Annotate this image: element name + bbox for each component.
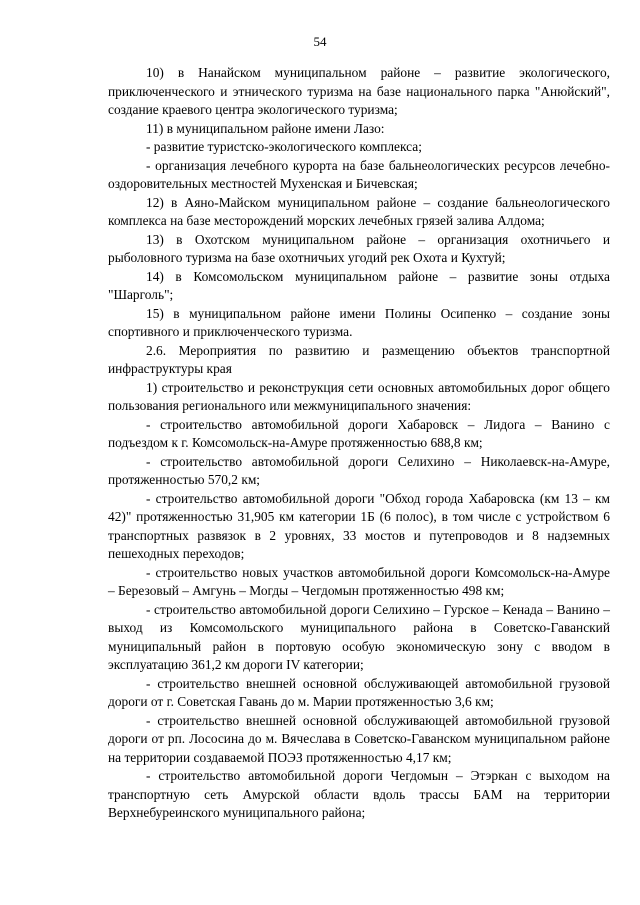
paragraph: - строительство внешней основной обслуживающей автомобильной грузовой дороги от рп. Лососина до м. Вячеслава в Советско-Гаванском муниципальном районе на территории создаваемой ПОЭЗ протяженностью 4,17 км; (108, 712, 610, 765)
paragraph: 10) в Нанайском муниципальном районе – развитие экологического, приключенческого и этнического туризма на базе национального парка "Анюйский", создание краевого центра экологического туризма; (108, 65, 610, 117)
page-number: 54 (313, 34, 327, 49)
paragraph: 1) строительство и реконструкция сети основных автомобильных дорог общего пользования регионального или межмуниципального значения: (108, 379, 610, 413)
paragraph: 13) в Охотском муниципальном районе – организация охотничьего и рыболовного туризма на базе охотничьих угодий рек Охота и Кухтуй; (108, 231, 610, 265)
paragraph: 12) в Аяно-Майском муниципальном районе – создание бальнеологического комплекса на базе месторождений морских лечебных грязей залива Алдома; (108, 194, 610, 228)
section-heading: 2.6. Мероприятия по развитию и размещению объектов транспортной инфраструктуры края (108, 342, 610, 376)
paragraph: - строительство автомобильной дороги Селихино – Гурское – Кенада – Ванино – выход из Комсомольского муниципального района в Советско-Гаванский муниципальный район в портовую особую экономическую зону с вводом в эксплуатацию 361,2 км дороги IV категории; (108, 601, 610, 672)
paragraph: - развитие туристско-экологического комплекса; (146, 139, 422, 154)
paragraph: 11) в муниципальном районе имени Лазо: (146, 120, 385, 136)
paragraph: 14) в Комсомольском муниципальном районе – развитие зоны отдыха "Шарголь"; (108, 268, 610, 302)
paragraph: 15) в муниципальном районе имени Полины Осипенко – создание зоны спортивного и приключенческого туризма. (108, 305, 610, 339)
paragraph: - строительство автомобильной дороги "Обход города Хабаровска (км 13 – км 42)" протяженностью 31,905 км категории 1Б (6 полос), в том числе с устройством 6 транспортных развязок в 2 уровнях, 33 мостов и путепроводов и 8 надземных пешеходных переходов; (108, 490, 610, 561)
paragraph: - строительство автомобильной дороги Селихино – Николаевск-на-Амуре, протяженностью 570,2 км; (108, 453, 610, 487)
paragraph: - строительство новых участков автомобильной дороги Комсомольск-на-Амуре – Березовый – Амгунь – Могды – Чегдомын протяженностью 498 км; (108, 564, 610, 598)
paragraph: - строительство внешней основной обслуживающей автомобильной грузовой дороги от г. Советская Гавань до м. Марии протяженностью 3,6 км; (108, 675, 610, 709)
document-body (108, 64, 610, 823)
paragraph: - строительство автомобильной дороги Чегдомын – Этэркан с выходом на транспортную сеть Амурской области вдоль трассы БАМ на территории Верхнебуреинского муниципального района; (108, 768, 610, 820)
paragraph: - организация лечебного курорта на базе бальнеологических ресурсов лечебно-оздоровительных местностей Мухенская и Бичевская; (108, 157, 610, 191)
paragraph: - строительство автомобильной дороги Хабаровск – Лидога – Ванино с подъездом к г. Комсомольск-на-Амуре протяженностью 688,8 км; (108, 416, 610, 450)
